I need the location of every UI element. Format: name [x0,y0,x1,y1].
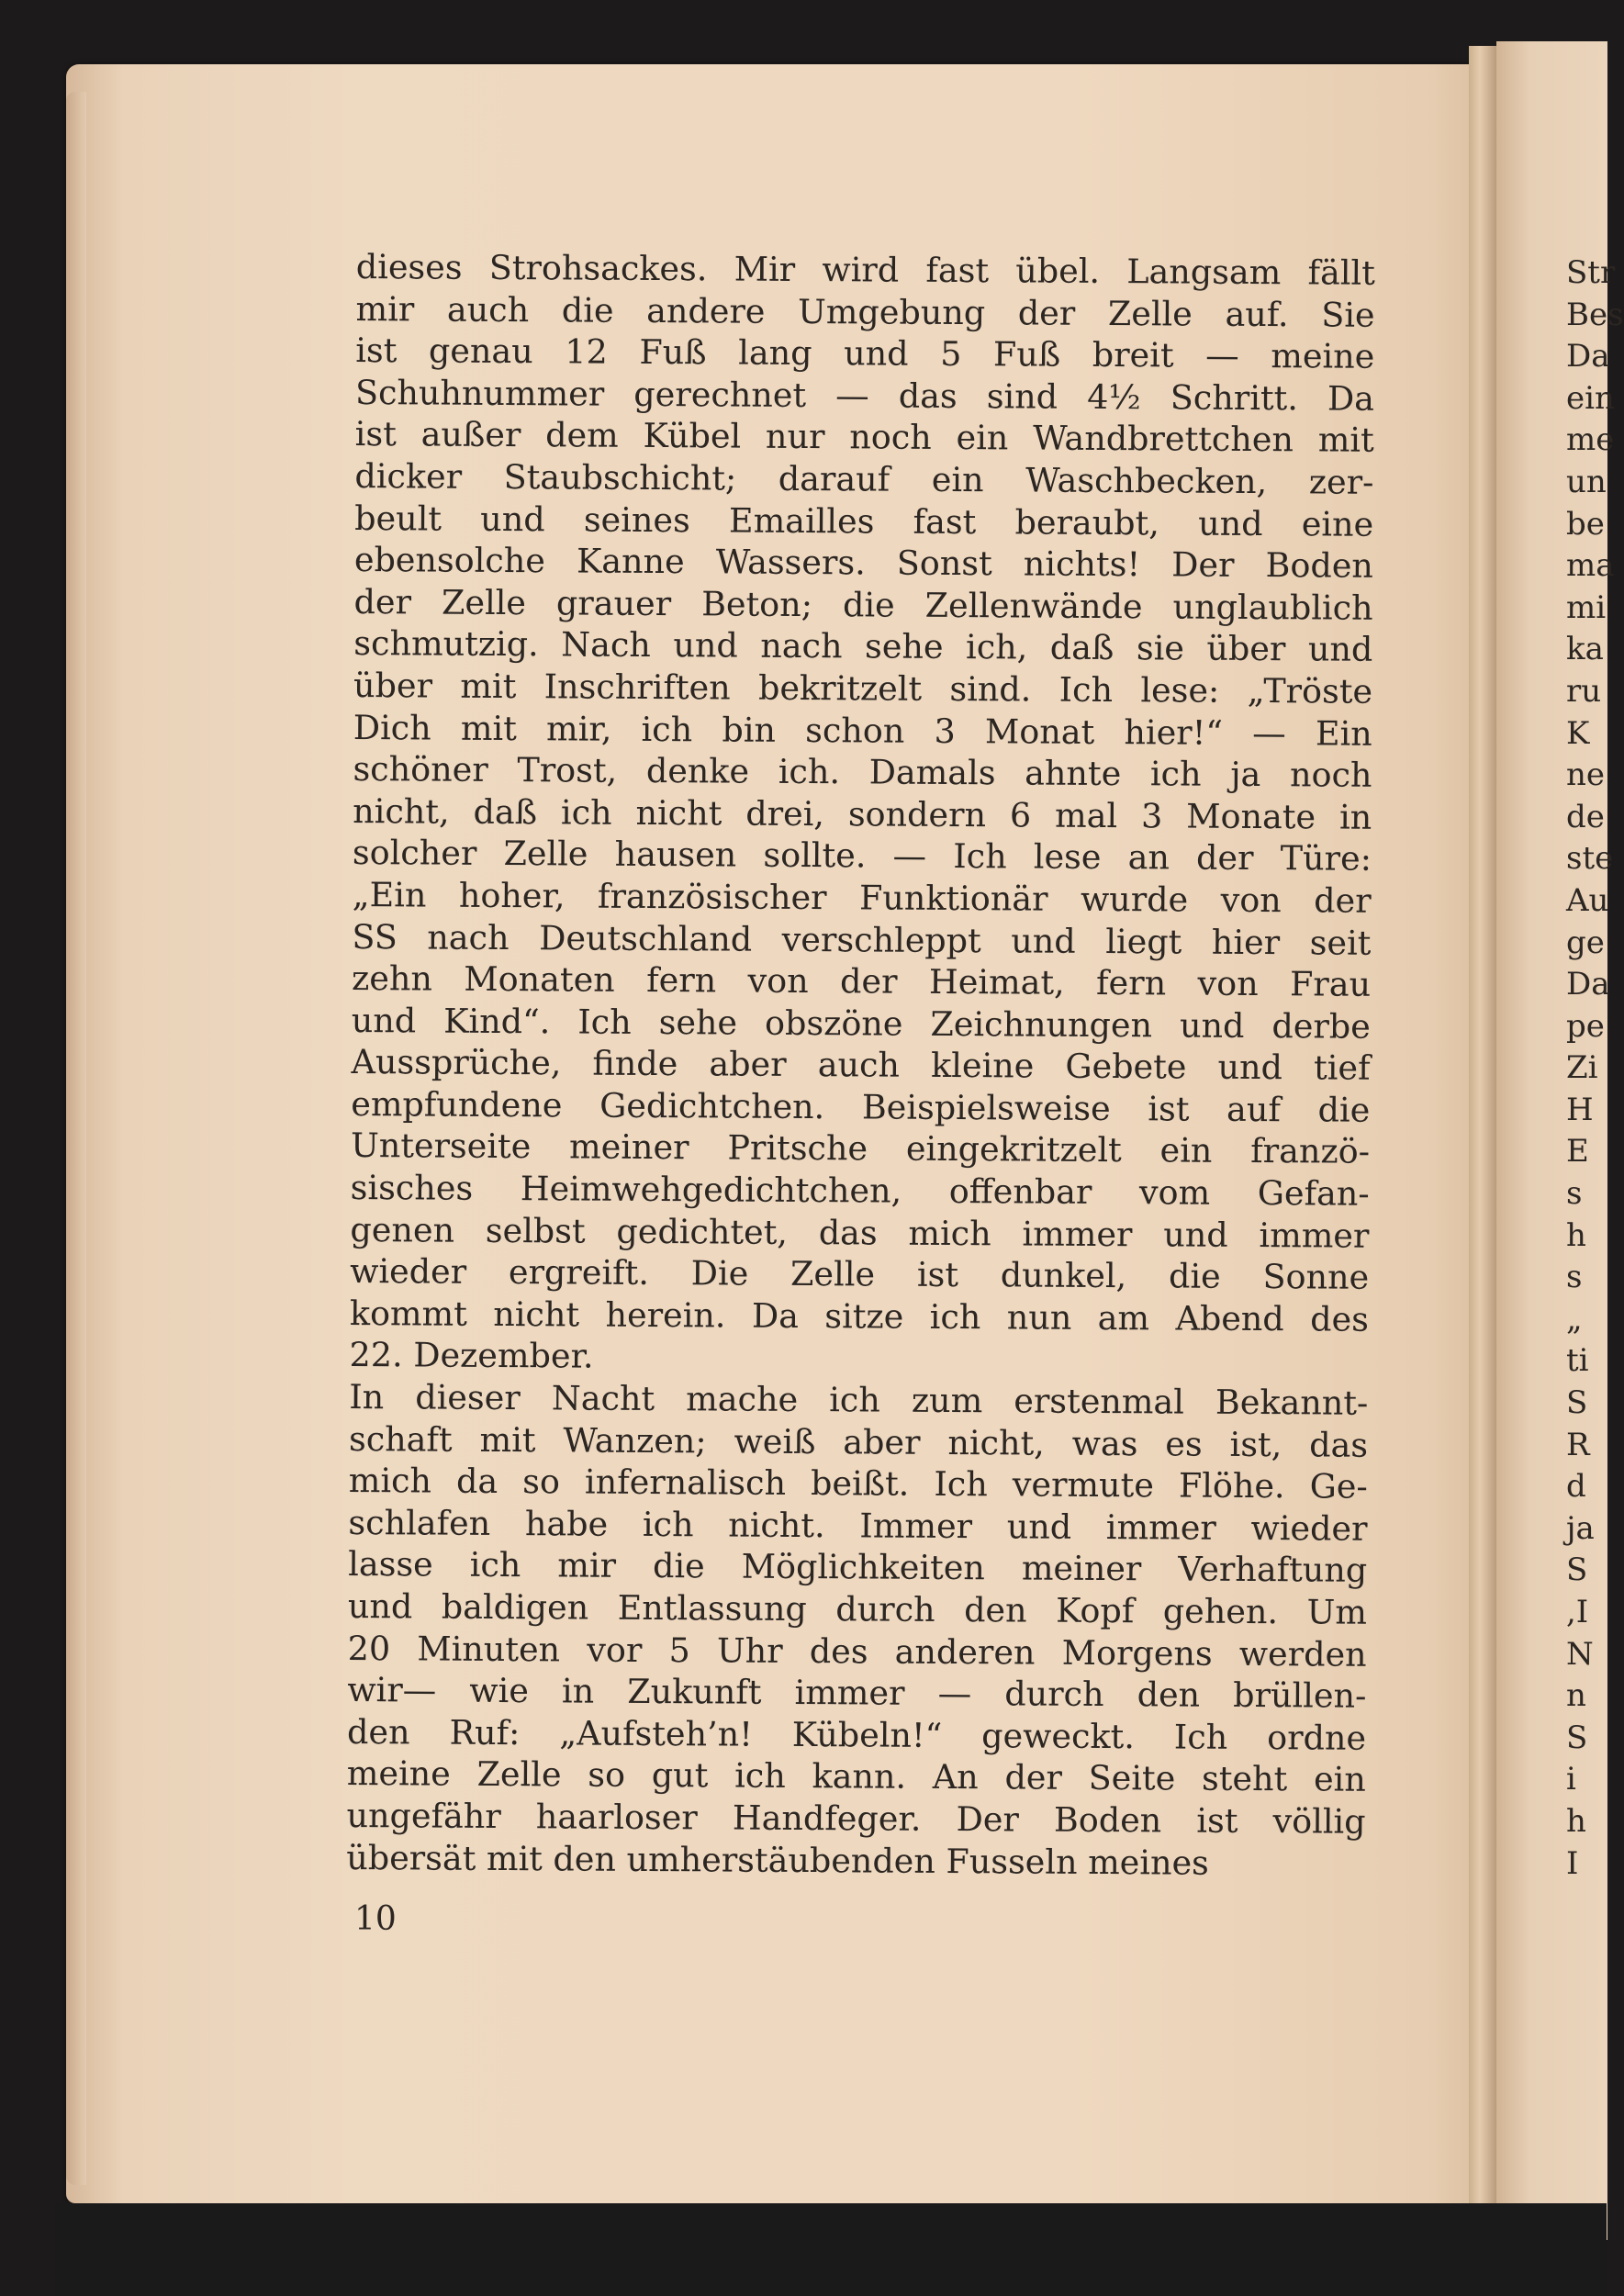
text-line: 22. Dezember. [349,1335,594,1377]
facing-page-fragment: S [1566,1551,1588,1589]
facing-page-fragment: „ [1566,1300,1583,1338]
text-line: mich da so infernalisch beißt. Ich vermute Flöhe. Ge- [348,1461,1368,1506]
text-line: meine Zelle so gut ich kann. An der Seite steht ein [346,1753,1366,1800]
facing-page-fragment: N [1566,1635,1594,1673]
facing-page-fragment: S [1566,1384,1588,1422]
facing-page-fragment: I [1566,1844,1579,1882]
text-line: SS nach Deutschland verschleppt und liegt hier seit [352,916,1372,963]
facing-page-fragment: Bes [1566,296,1624,333]
text-line: mir auch die andere Umgebung der Zelle auf. Sie [355,288,1375,335]
text-line: „Ein hoher, französischer Funktionär wurde von der [352,874,1372,921]
text-line: Dich mit mir, ich bin schon 3 Monat hier!“ — Ein [353,707,1372,754]
text-line: zehn Monaten fern von der Heimat, fern von Frau [351,958,1372,1004]
facing-page-fragment: un [1566,463,1607,500]
book-gutter [1469,46,1496,2231]
text-line: lasse ich mir die Möglichkeiten meiner Verhaftung [348,1544,1368,1591]
facing-page-fragment: d [1566,1468,1586,1506]
facing-page-fragment: s [1566,1259,1583,1296]
facing-page-fragment: de [1566,798,1605,835]
facing-page-text [1566,252,1624,1885]
text-line: sisches Heimwehgedichtchen, offenbar vom Gefan- [350,1168,1370,1214]
text-line: solcher Zelle hausen sollte. — Ich lese an der Türe: [352,833,1372,879]
text-line: beult und seines Emailles fast beraubt, und eine [354,498,1374,544]
facing-page-fragment: K [1566,714,1590,752]
page-edge [66,92,86,2185]
facing-page-fragment: S [1566,1719,1588,1756]
facing-page-fragment: h [1566,1216,1586,1254]
text-line: schaft mit Wanzen; weiß aber nicht, was es ist, das [348,1418,1369,1465]
text-line: dieses Strohsackes. Mir wird fast übel. Langsam fällt [355,246,1375,293]
facing-page-fragment: ne [1566,756,1606,794]
facing-page-fragment: Str [1566,254,1616,291]
facing-page-fragment: ,I [1566,1594,1589,1630]
facing-page-fragment: Au [1566,881,1609,919]
background-shadow [55,2203,1607,2296]
body-text [346,246,1375,1885]
text-line: Aussprüche, finde aber auch kleine Gebete und tief [351,1042,1371,1089]
text-line: und baldigen Entlassung durch den Kopf gehen. Um [347,1585,1368,1632]
facing-page-fragment: ru [1566,672,1602,710]
facing-page-fragment: ste [1566,840,1614,878]
text-line: In dieser Nacht mache ich zum erstenmal Bekannt- [349,1377,1369,1423]
page-number: 10 [354,1900,397,1938]
text-line: übersät mit den umherstäubenden Fusseln meines [346,1837,1210,1883]
text-line: 20 Minuten vor 5 Uhr des anderen Morgens werden [347,1628,1367,1674]
text-line: Unterseite meiner Pritsche eingekritzelt ein franzö- [350,1126,1371,1172]
facing-page-fragment: ein [1566,379,1615,417]
facing-page-fragment: h [1566,1802,1586,1840]
facing-page-fragment: me [1566,421,1615,459]
text-line: ebensolche Kanne Wassers. Sonst nichts! Der Boden [353,540,1374,586]
facing-page-fragment: Zi [1566,1049,1598,1087]
facing-page-fragment: ka [1566,631,1604,668]
text-line: ist außer dem Kübel nur noch ein Wandbrettchen mit [354,414,1374,461]
text-line: schöner Trost, denke ich. Damals ahnte ich ja noch [353,749,1372,795]
facing-page-fragment: Da [1566,338,1610,375]
text-line: schmutzig. Nach und nach sehe ich, daß sie über und [353,623,1373,670]
text-line: wieder ergreift. Die Zelle ist dunkel, die Sonne [350,1251,1370,1298]
facing-page-fragment: be [1566,505,1605,543]
facing-page-fragment: pe [1566,1007,1605,1045]
text-line: ist genau 12 Fuß lang und 5 Fuß breit — meine [355,330,1375,376]
facing-page-fragment: ma [1566,547,1615,585]
facing-page-fragment: ti [1566,1342,1589,1380]
text-line: kommt nicht herein. Da sitze ich nun am Abend des [349,1293,1370,1339]
text-line: genen selbst gedichtet, das mich immer und immer [350,1209,1370,1256]
text-line: der Zelle grauer Beton; die Zellenwände unglaublich [353,581,1373,628]
text-line: wir— wie in Zukunft immer — durch den brüllen- [347,1670,1367,1716]
facing-page-fragment: H [1566,1091,1594,1128]
text-line: und Kind“. Ich sehe obszöne Zeichnungen und derbe [351,1000,1371,1047]
text-line: nicht, daß ich nicht drei, sondern 6 mal 3 Monate in [353,790,1372,837]
text-line: schlafen habe ich nicht. Immer und immer wieder [348,1502,1368,1549]
text-line: Schuhnummer gerechnet — das sind 4½ Schritt. Da [354,372,1375,419]
facing-page-fragment: R [1566,1426,1590,1463]
text-line: den Ruf: „Aufsteh’n! Kübeln!“ geweckt. Ich ordne [346,1711,1367,1758]
facing-page-fragment: ge [1566,924,1605,961]
facing-page-fragment: s [1566,1175,1583,1213]
facing-page-fragment: Da [1566,966,1610,1003]
facing-page-fragment: i [1566,1761,1576,1798]
facing-page-fragment: mi [1566,588,1607,626]
facing-page-fragment: n [1566,1677,1586,1715]
text-line: ungefähr haarloser Handfeger. Der Boden ist völlig [346,1795,1366,1842]
text-line: empfundene Gedichtchen. Beispielsweise ist auf die [351,1083,1371,1130]
facing-page-fragment: E [1566,1133,1589,1170]
facing-page-fragment: ja [1566,1509,1595,1547]
text-line: über mit Inschriften bekritzelt sind. Ich lese: „Tröste [353,665,1373,711]
text-line: dicker Staubschicht; darauf ein Waschbecken, zer- [354,455,1374,502]
